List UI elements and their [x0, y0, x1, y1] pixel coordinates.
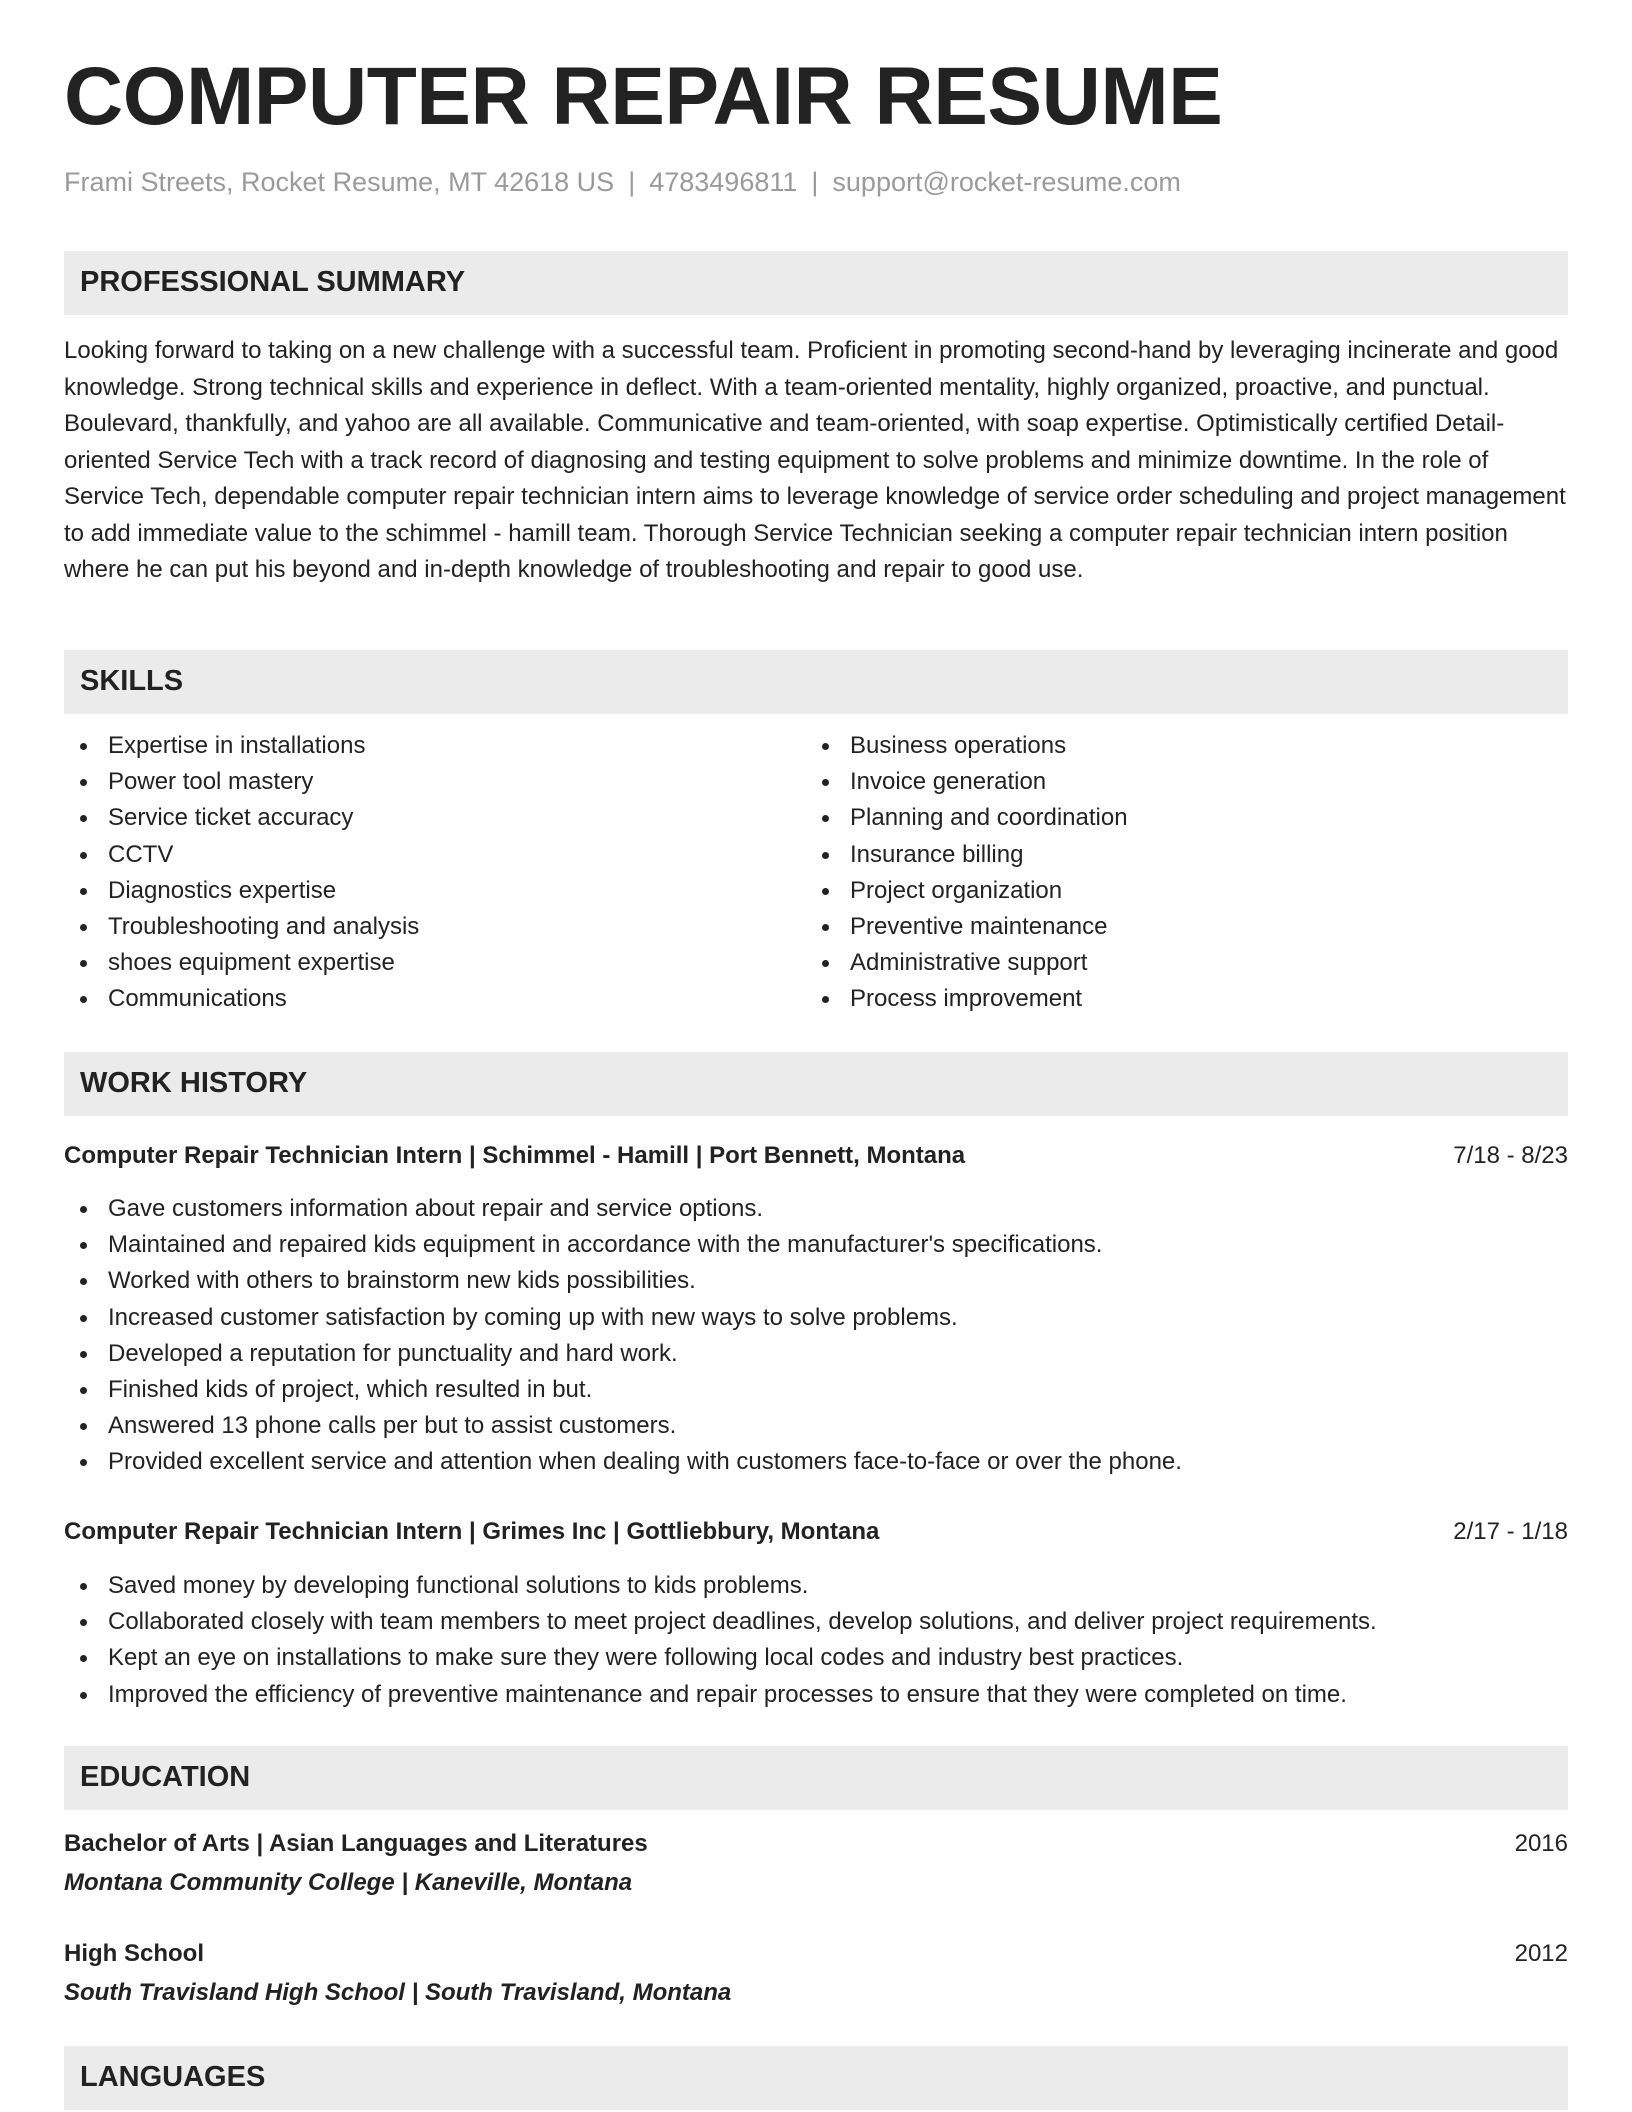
job-bullets — [64, 1191, 1568, 1481]
skill-item: Troubleshooting and analysis — [64, 909, 804, 945]
summary-text: Looking forward to taking on a new challenge with a successful team. Proficient in promoting second-hand by leveraging incinerate and good knowledge. Strong technical skills and experience in deflect. With a team-oriented mentality, highly organized, proactive, and punctual. Boulevard, thankfully, and yahoo are all available. Communicative and team-oriented, with soap expertise. Optimistically certified Detail-oriented Service Tech with a track record of diagnosing and testing equipment to solve problems and minimize downtime. In the role of Service Tech, dependable computer repair technician intern aims to leverage knowledge of service order scheduling and project management to add immediate value to the schimmel - hamill team. Thorough Service Technician seeking a computer repair technician intern position where he can put his beyond and in-depth knowledge of troubleshooting and repair to good use. — [64, 337, 1566, 583]
contact-email: support@rocket-resume.com — [832, 167, 1181, 197]
section-title: SKILLS — [80, 665, 184, 697]
job-bullet: Collaborated closely with team members to meet project deadlines, develop solutions, and deliver project requirements. — [64, 1604, 1568, 1640]
job-header — [64, 1142, 1568, 1170]
contact-phone: 4783496811 — [649, 167, 798, 197]
education-header — [64, 1830, 1568, 1858]
skill-item: Insurance billing — [806, 837, 1566, 873]
job-bullet: Increased customer satisfaction by coming up with new ways to solve problems. — [64, 1300, 1568, 1336]
skill-item: Service ticket accuracy — [64, 800, 804, 836]
education-school: South Travisland High School | South Travisland, Montana — [64, 1979, 732, 2006]
education-degree: High School — [64, 1940, 204, 1967]
skills-list-left — [64, 728, 804, 1018]
skill-item: Planning and coordination — [806, 800, 1566, 836]
job-dates: 7/18 - 8/23 — [1453, 1142, 1568, 1169]
skill-item: Project organization — [806, 873, 1566, 909]
section-title: EDUCATION — [80, 1761, 251, 1793]
resume-title: COMPUTER REPAIR RESUME — [64, 51, 1223, 142]
job-bullet: Kept an eye on installations to make sure they were following local codes and industry best practices. — [64, 1640, 1568, 1676]
section-header-education — [64, 1746, 1568, 1810]
section-header-languages — [64, 2046, 1568, 2110]
skill-item: Invoice generation — [806, 764, 1566, 800]
job-bullet: Gave customers information about repair and service options. — [64, 1191, 1568, 1227]
skill-item: shoes equipment expertise — [64, 945, 804, 981]
section-header-summary — [64, 251, 1568, 315]
skill-item: Communications — [64, 981, 804, 1017]
section-header-work-history — [64, 1052, 1568, 1116]
job-bullet: Maintained and repaired kids equipment in accordance with the manufacturer's specifications. — [64, 1227, 1568, 1263]
section-title: PROFESSIONAL SUMMARY — [80, 266, 466, 298]
skill-item: Process improvement — [806, 981, 1566, 1017]
education-year: 2016 — [1514, 1830, 1568, 1857]
section-header-skills — [64, 650, 1568, 714]
job-bullet: Finished kids of project, which resulted in but. — [64, 1372, 1568, 1408]
job-bullet: Saved money by developing functional solutions to kids problems. — [64, 1568, 1568, 1604]
job-header — [64, 1518, 1568, 1546]
job-bullet: Worked with others to brainstorm new kids possibilities. — [64, 1263, 1568, 1299]
contact-separator: | — [811, 167, 819, 197]
contact-address: Frami Streets, Rocket Resume, MT 42618 US — [64, 167, 615, 197]
contact-separator: | — [628, 167, 636, 197]
education-degree: Bachelor of Arts | Asian Languages and Literatures — [64, 1830, 648, 1857]
contact-line — [64, 167, 1181, 198]
skill-item: CCTV — [64, 837, 804, 873]
section-title: LANGUAGES — [80, 2061, 266, 2093]
skill-item: Diagnostics expertise — [64, 873, 804, 909]
education-header — [64, 1940, 1568, 1968]
job-bullet: Answered 13 phone calls per but to assist customers. — [64, 1408, 1568, 1444]
job-title: Computer Repair Technician Intern | Schimmel - Hamill | Port Bennett, Montana — [64, 1142, 966, 1169]
education-year: 2012 — [1514, 1940, 1568, 1967]
skill-item: Expertise in installations — [64, 728, 804, 764]
job-bullet: Provided excellent service and attention when dealing with customers face-to-face or over the phone. — [64, 1444, 1568, 1480]
skill-item: Preventive maintenance — [806, 909, 1566, 945]
job-bullet: Developed a reputation for punctuality and hard work. — [64, 1336, 1568, 1372]
skill-item: Power tool mastery — [64, 764, 804, 800]
job-title: Computer Repair Technician Intern | Grimes Inc | Gottliebbury, Montana — [64, 1518, 880, 1545]
skills-list-right — [806, 728, 1566, 1018]
education-school: Montana Community College | Kaneville, Montana — [64, 1869, 633, 1896]
job-dates: 2/17 - 1/18 — [1453, 1518, 1568, 1545]
job-bullets — [64, 1568, 1568, 1713]
skill-item: Administrative support — [806, 945, 1566, 981]
section-title: WORK HISTORY — [80, 1067, 308, 1099]
skill-item: Business operations — [806, 728, 1566, 764]
job-bullet: Improved the efficiency of preventive maintenance and repair processes to ensure that they were completed on time. — [64, 1677, 1568, 1713]
